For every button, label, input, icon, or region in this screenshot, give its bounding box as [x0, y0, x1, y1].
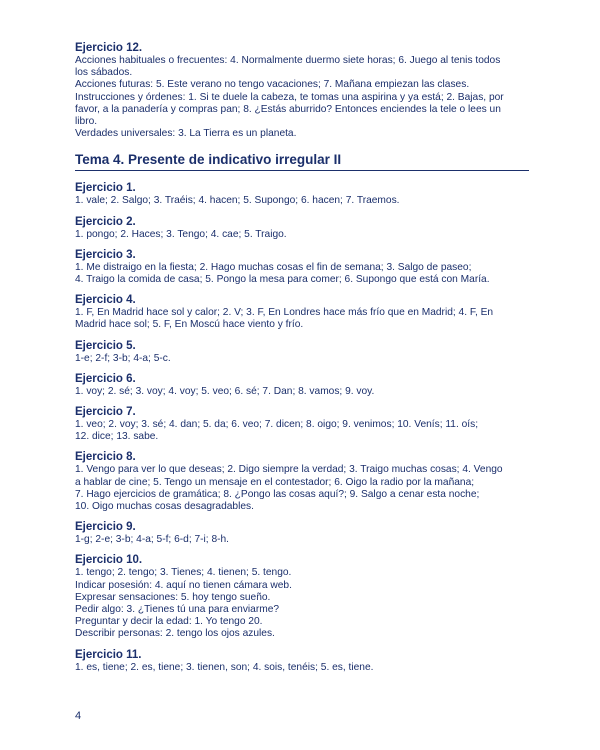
exercise-6 [75, 373, 535, 398]
exercise-5 [75, 340, 535, 365]
answer-line: 1. es, tiene; 2. es, tiene; 3. tienen, son; 4. sois, tenéis; 5. es, tiene. [75, 661, 374, 673]
exercise-title: Ejercicio 3. [75, 248, 136, 261]
exercise-body [75, 662, 535, 674]
answer-line: 1. veo; 2. voy; 3. sé; 4. dan; 5. da; 6. veo; 7. dicen; 8. oigo; 9. venimos; 10. Venís; 11. oís; [75, 419, 479, 431]
exercise-title: Ejercicio 2. [75, 215, 136, 228]
answer-line: libro. [75, 116, 98, 128]
exercise-2 [75, 216, 535, 241]
page-content [75, 42, 535, 682]
answer-line: Preguntar y decir la edad: 1. Yo tengo 20. [75, 616, 263, 628]
answer-line: Acciones habituales o frecuentes: 4. Normalmente duermo siete horas; 6. Juego al tenis todos [75, 55, 501, 66]
exercise-body [75, 567, 535, 640]
answer-line: Expresar sensaciones: 5. hoy tengo sueño. [75, 591, 271, 603]
exercise-body [75, 419, 535, 443]
exercise-body [75, 307, 535, 331]
exercise-body [75, 534, 535, 546]
answer-line: 1. Vengo para ver lo que deseas; 2. Digo siempre la verdad; 3. Traigo muchas cosas; 4. Vengo [75, 464, 503, 476]
answer-line: 1. F, En Madrid hace sol y calor; 2. V; 3. F, En Londres hace más frío que en Madrid; 4. F, En [75, 307, 494, 319]
exercise-title: Ejercicio 5. [75, 339, 136, 352]
answer-line: 1. voy; 2. sé; 3. voy; 4. voy; 5. veo; 6. sé; 7. Dan; 8. vamos; 9. voy. [75, 385, 375, 397]
answer-line: 1. tengo; 2. tengo; 3. Tienes; 4. tienen; 5. tengo. [75, 567, 292, 579]
exercise-title: Ejercicio 7. [75, 406, 136, 419]
answer-line: Indicar posesión: 4. aquí no tienen cámara web. [75, 579, 292, 591]
answer-line: Acciones futuras: 5. Este verano no tengo vacaciones; 7. Mañana empiezan las clases. [75, 79, 470, 91]
exercise-3 [75, 249, 535, 286]
exercise-title: Ejercicio 11. [75, 648, 142, 661]
exercise-title: Ejercicio 1. [75, 182, 136, 195]
exercise-12 [75, 42, 535, 140]
exercise-body [75, 353, 535, 365]
exercise-8 [75, 451, 535, 513]
answer-line: los sábados. [75, 67, 133, 79]
answer-line: 1. pongo; 2. Haces; 3. Tengo; 4. cae; 5. Traigo. [75, 228, 287, 240]
answer-line: 4. Traigo la comida de casa; 5. Pongo la mesa para comer; 6. Supongo que está con María. [75, 274, 490, 286]
answer-line: 1-e; 2-f; 3-b; 4-a; 5-c. [75, 352, 171, 364]
answer-line: Verdades universales: 3. La Tierra es un planeta. [75, 128, 297, 140]
answer-line: Instrucciones y órdenes: 1. Si te duele la cabeza, te tomas una aspirina y ya está; 2. Bajas, por [75, 91, 504, 103]
exercise-9 [75, 521, 535, 546]
exercise-1 [75, 182, 535, 207]
section-divider [75, 170, 529, 171]
exercise-body [75, 464, 535, 513]
answer-line: Pedir algo: 3. ¿Tienes tú una para enviarme? [75, 604, 280, 616]
exercise-body [75, 262, 535, 286]
exercise-body [75, 229, 535, 241]
answer-line: favor, a la panadería y compras pan; 8. ¿Estás aburrido? Entonces enciendes la tele o lees un [75, 103, 501, 115]
exercise-title: Ejercicio 12. [75, 42, 143, 54]
exercise-title: Ejercicio 10. [75, 554, 143, 567]
exercise-body [75, 386, 535, 398]
page-number: 4 [75, 710, 82, 722]
exercise-title: Ejercicio 8. [75, 451, 136, 464]
answer-line: a hablar de cine; 5. Tengo un mensaje en el contestador; 6. Oigo la radio por la mañana; [75, 476, 475, 488]
answer-line: 12. dice; 13. sabe. [75, 431, 159, 443]
exercise-title: Ejercicio 9. [75, 521, 136, 534]
exercise-4 [75, 294, 535, 331]
section-title: Tema 4. Presente de indicativo irregular II [75, 152, 342, 168]
exercise-10 [75, 554, 535, 640]
answer-line: 10. Oigo muchas cosas desagradables. [75, 501, 254, 513]
answer-line: 7. Hago ejercicios de gramática; 8. ¿Pongo las cosas aquí?; 9. Salgo a cenar esta noche; [75, 488, 480, 500]
answer-line: Madrid hace sol; 5. F, En Moscú hace viento y frío. [75, 319, 304, 331]
exercise-title: Ejercicio 6. [75, 372, 136, 385]
exercise-body [75, 195, 535, 207]
exercise-7 [75, 406, 535, 443]
exercise-title: Ejercicio 4. [75, 294, 136, 307]
answer-line: 1. vale; 2. Salgo; 3. Traéis; 4. hacen; 5. Supongo; 6. hacen; 7. Traemos. [75, 195, 400, 207]
exercise-11 [75, 649, 535, 674]
exercise-body [75, 55, 535, 140]
answer-line: Describir personas: 2. tengo los ojos azules. [75, 628, 275, 640]
answer-line: 1-g; 2-e; 3-b; 4-a; 5-f; 6-d; 7-i; 8-h. [75, 534, 230, 546]
answer-line: 1. Me distraigo en la fiesta; 2. Hago muchas cosas el fin de semana; 3. Salgo de paseo; [75, 261, 472, 273]
